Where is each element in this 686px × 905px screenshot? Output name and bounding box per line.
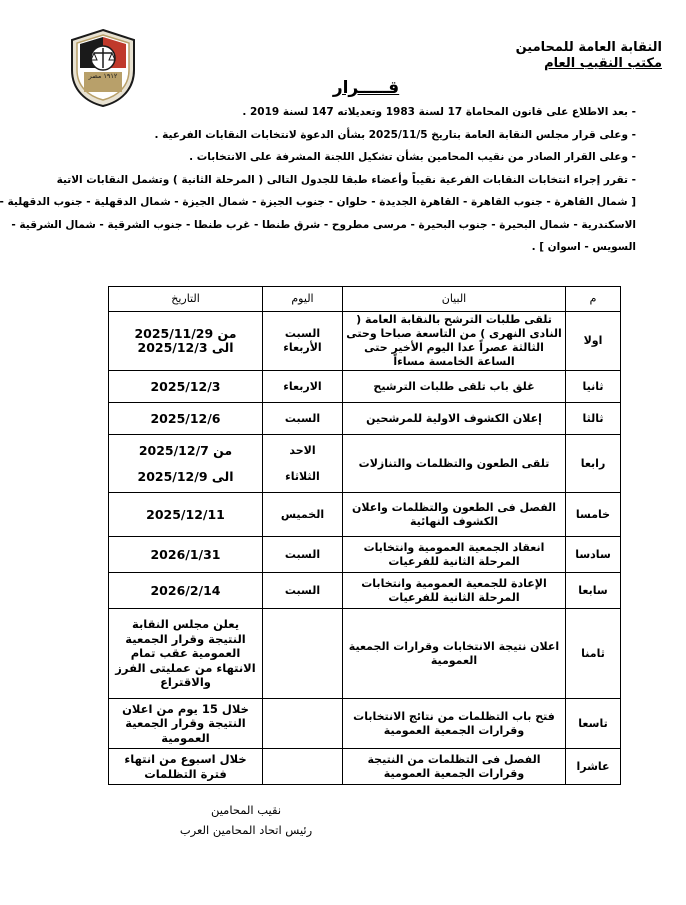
row-desc: انعقاد الجمعية العمومية وانتخابات المرحلة الثانية للفرعيات [343,537,566,573]
row-desc: تلقى الطعون والتظلمات والتنازلات [343,435,566,493]
intro-line: - وعلى قرار مجلس النقابة العامة بتاريخ 2025/11/5 بشأن الدعوة لانتخابات النقابات الفرعية . [154,128,636,141]
row-day: الاربعاء [263,371,343,403]
signature-block [46,800,446,840]
row-desc: غلق باب تلقى طلبات الترشيح [343,371,566,403]
logo-year-text: ١٩١٢ مصر [88,72,118,80]
row-day [263,435,343,493]
row-day [263,749,343,785]
row-date: 2026/2/14 [109,573,263,609]
row-desc: الإعادة للجمعية العمومية وانتخابات المرحلة الثانية للفرعيات [343,573,566,609]
table-row [109,573,621,609]
document-header [516,40,662,72]
row-day [263,699,343,749]
row-date-start: من 2025/11/29 [134,326,237,341]
signature-title: نقيب المحامين [210,803,282,817]
office-name: مكتب النقيب العام [544,56,662,71]
row-day-start: السبت [284,327,321,340]
intro-line: - تقرر إجراء انتخابات النقابات الفرعية نقيباً وأعضاء طبقا للجدول التالى ( المرحلة الثانية ) وتشمل النقابات الاتية [56,173,636,186]
row-num: رابعا [566,435,621,493]
row-date: 2026/1/31 [109,537,263,573]
row-num: عاشرا [566,749,621,785]
table-row [109,699,621,749]
row-num: ثامنا [566,609,621,699]
signature-subtitle: رئيس اتحاد المحامين العرب [179,823,313,837]
intro-line: السويس - اسوان ] . [531,241,636,253]
row-date: خلال اسبوع من انتهاء فترة التظلمات [109,749,263,785]
row-desc: اعلان نتيجة الانتخابات وقرارات الجمعية العمومية [343,609,566,699]
table-row [109,435,621,493]
row-day: الخميس [263,493,343,537]
decree-intro [0,101,636,259]
table-header-row [109,287,621,312]
table-row [109,371,621,403]
row-desc: إعلان الكشوف الاولية للمرشحين [343,403,566,435]
row-date-end: الى 2025/12/3 [137,340,234,355]
header-num: م [566,287,621,312]
row-day [263,312,343,371]
row-date-start: من 2025/12/7 [138,442,233,458]
table-row [109,537,621,573]
row-num: سابعا [566,573,621,609]
row-num: ثانيا [566,371,621,403]
syndicate-name: النقابة العامة للمحامين [515,40,662,55]
row-day-start: الاحد [289,443,316,457]
row-date: خلال 15 يوم من اعلان النتيجة وقرار الجمعية العمومية [109,699,263,749]
table-row [109,749,621,785]
intro-line: [ شمال القاهرة - جنوب القاهرة - القاهرة الجديدة - حلوان - جنوب الجيزة - شمال الجيزة - شمال الدقهلية - جنوب الدقهلية - [0,196,636,208]
header-desc: البيان [343,287,566,312]
header-date: التاريخ [109,287,263,312]
row-date [109,435,263,493]
table-row [109,609,621,699]
intro-line: الاسكندرية - شمال البحيرة - جنوب البحيرة - مرسى مطروح - شرق طنطا - غرب طنطا - جنوب الشرقية - شمال الشرقية - [11,218,636,231]
row-desc: فتح باب التظلمات من نتائج الانتخابات وقرارات الجمعية العمومية [343,699,566,749]
row-date: 2025/12/3 [109,371,263,403]
row-num: خامسا [566,493,621,537]
row-day: السبت [263,403,343,435]
intro-line: - وعلى القرار الصادر من نقيب المحامين بشأن تشكيل اللجنة المشرفة على الانتخابات . [189,151,636,163]
row-day: السبت [263,573,343,609]
decree-title: قـــــرار [332,78,400,98]
row-desc: الفصل فى الطعون والتظلمات واعلان الكشوف النهائية [343,493,566,537]
row-date: 2025/12/11 [109,493,263,537]
row-date-end: الى 2025/12/9 [137,468,234,484]
header-day: اليوم [263,287,343,312]
row-desc: الفصل فى التظلمات من النتيجة وقرارات الجمعية العمومية [343,749,566,785]
table-row [109,312,621,371]
intro-line: - بعد الاطلاع على قانون المحاماة 17 لسنة 1983 وتعديلاته 147 لسنة 2019 . [242,106,636,118]
row-num: اولا [566,312,621,371]
row-num: تاسعا [566,699,621,749]
row-num: سادسا [566,537,621,573]
row-day [263,609,343,699]
row-day: السبت [263,537,343,573]
election-schedule-table [108,286,621,785]
row-day-end: الأربعاء [283,341,322,354]
row-desc: تلقى طلبات الترشح بالنقابة العامة ( النادى النهرى ) من التاسعة صباحا وحتى الثالثة عصراً عدا اليوم الأخير حتى الساعة الخامسة مساءاً [343,312,566,371]
row-date: 2025/12/6 [109,403,263,435]
table-row [109,493,621,537]
row-date [109,312,263,371]
row-date: يعلن مجلس النقابة النتيجة وقرار الجمعية العمومية عقب تمام الانتهاء من عمليتى الفرز والاقتراع [109,609,263,699]
row-num: ثالثا [566,403,621,435]
row-day-end: الثلاثاء [285,469,320,483]
table-row [109,403,621,435]
